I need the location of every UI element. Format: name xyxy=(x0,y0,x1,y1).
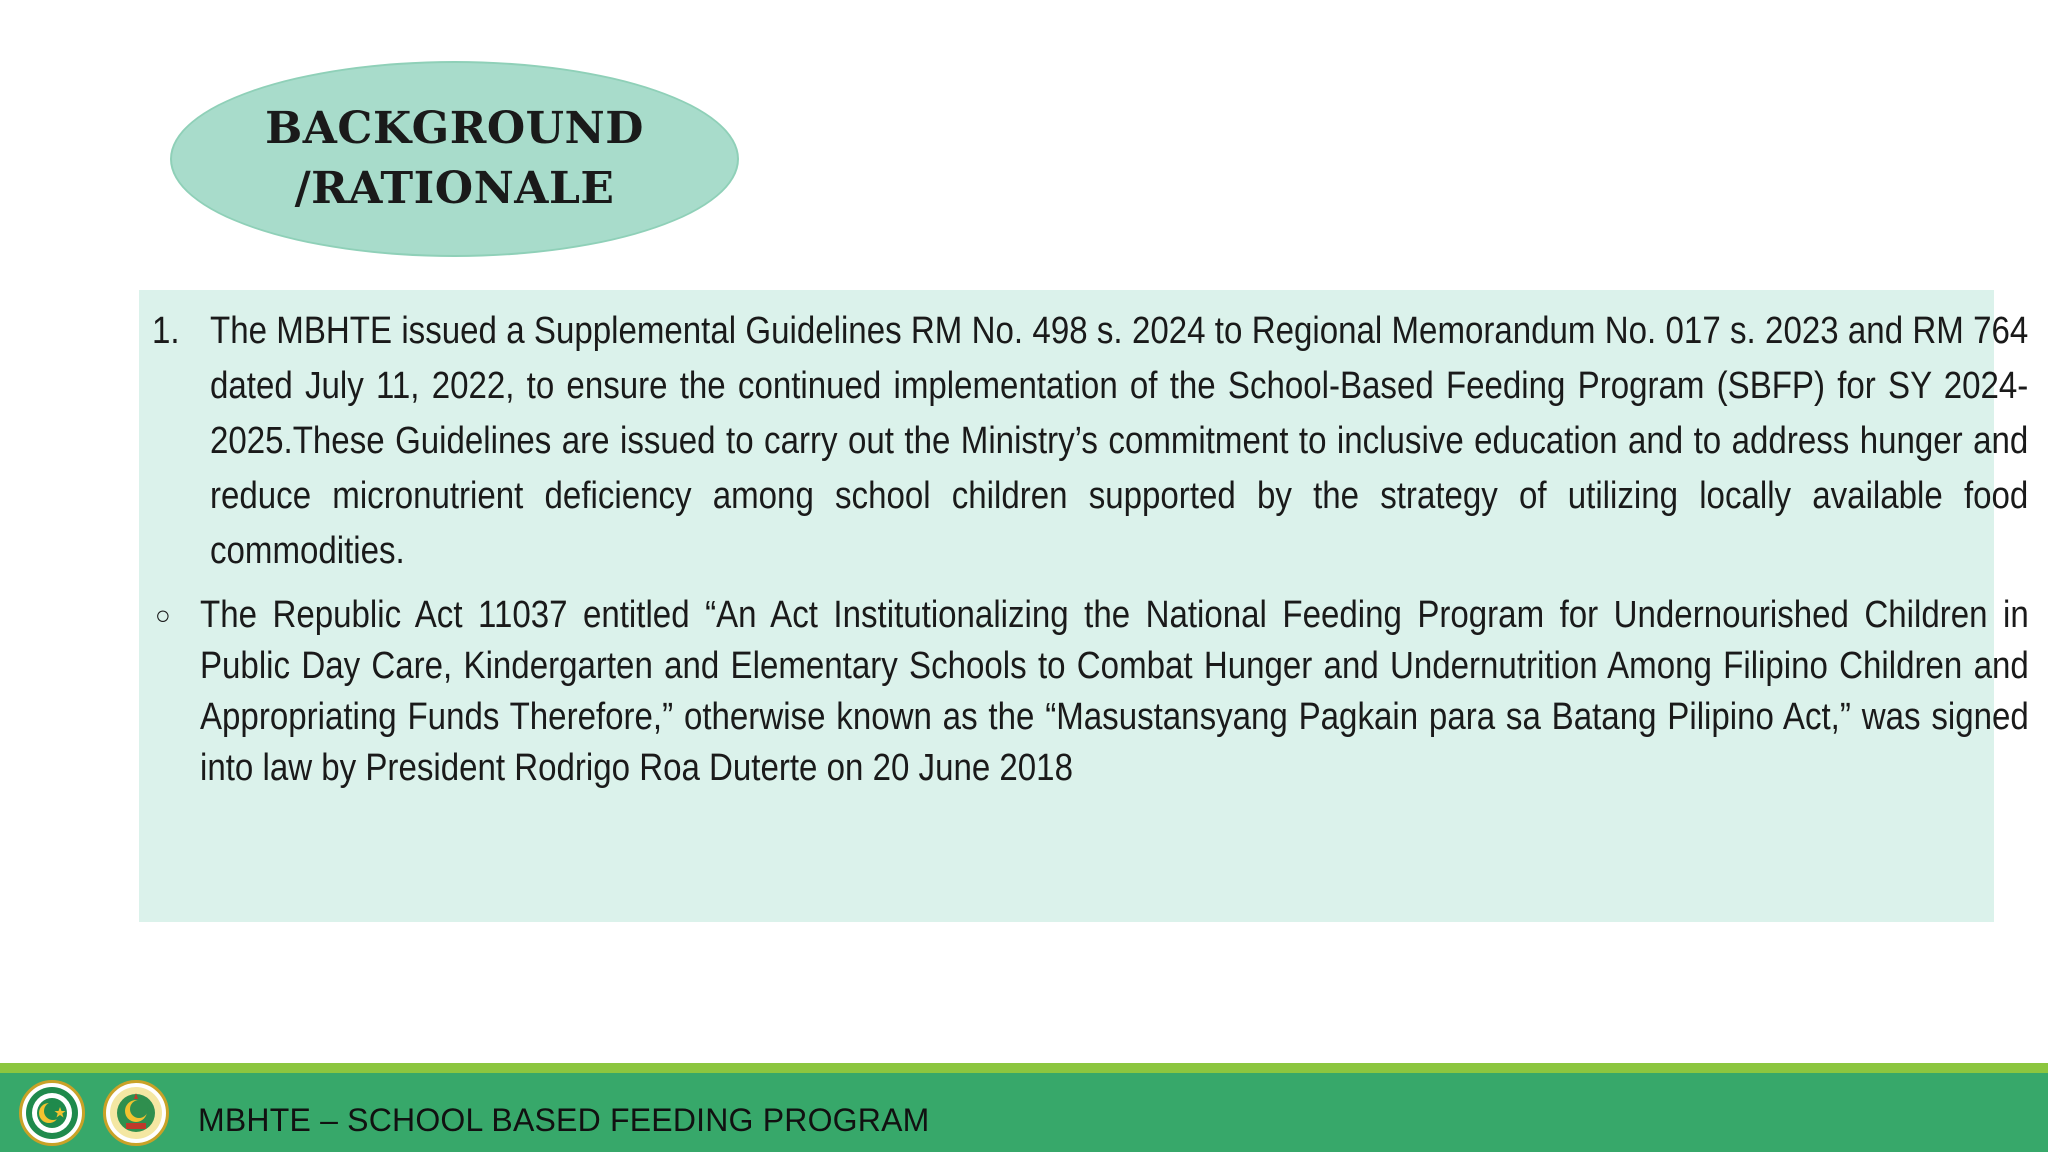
footer-program-title: MBHTE – SCHOOL BASED FEEDING PROGRAM xyxy=(198,1102,930,1138)
title-line-1: BACKGROUND xyxy=(265,103,644,154)
list-item-number: 1. xyxy=(152,310,180,352)
barmm-seal-icon xyxy=(19,1080,85,1146)
list-item-text: The MBHTE issued a Supplemental Guidelines RM No. 498 s. 2024 to Regional Memorandum No. 017 s. 2023 and RM 764 dated July 11, 2022, to ensure the continued implementation of the School-Based Feeding Program (SBFP) for SY 2024-2025.These Guidelines are issued to carry out the Ministry’s commitment to inclusive education and to address hunger and reduce micronutrient deficiency among school children supported by the strategy of utilizing locally available food commodities. xyxy=(210,310,2029,572)
mbhte-seal-icon xyxy=(103,1080,169,1146)
slide-title-ellipse xyxy=(170,61,739,257)
list-item-text: The Republic Act 11037 entitled “An Act Institutionalizing the National Feeding Program for Undernourished Children in Public Day Care, Kindergarten and Elementary Schools to Combat Hunger and Undernutrition Among Filipino Children and Appropriating Funds Therefore,” otherwise known as the “Masustansyang Pagkain para sa Batang Pilipino Act,” was signed into law by President Rodrigo Roa Duterte on 20 June 2018 xyxy=(200,594,2029,789)
footer-accent-stripe xyxy=(0,1063,2048,1073)
circle-bullet-icon: ○ xyxy=(155,600,171,630)
content-box xyxy=(139,290,2029,922)
slide-title xyxy=(265,99,644,219)
title-line-2: /RATIONALE xyxy=(294,163,615,214)
